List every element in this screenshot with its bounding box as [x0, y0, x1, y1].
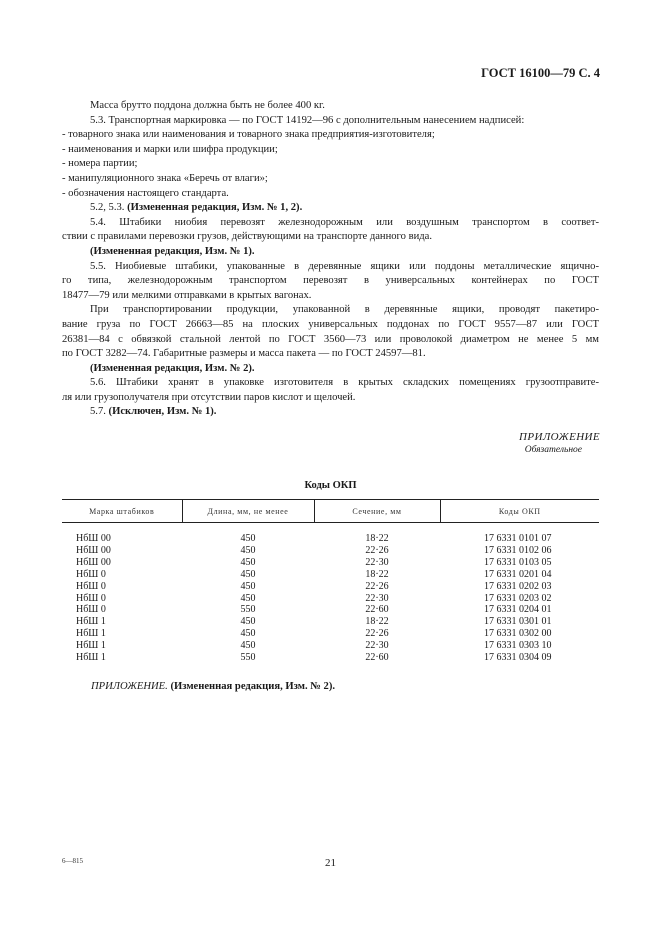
table-cell: 17 6331 0203 02 — [484, 592, 552, 604]
amendment-note-text: (Измененная редакция, Изм. № 2). — [90, 362, 255, 374]
amendment-note — [62, 245, 599, 260]
amendment-line — [62, 201, 599, 216]
table-cell: 22·26 — [365, 580, 389, 592]
table-cell: НбШ 1 — [76, 628, 106, 640]
text-line: 5.3. Транспортная маркировка — по ГОСТ 14192—96 с дополнительным нанесением надписей: — [90, 114, 525, 126]
table-cell: НбШ 0 — [76, 568, 106, 580]
table-cell: 17 6331 0302 00 — [484, 628, 552, 640]
table-cell: НбШ 0 — [76, 580, 106, 592]
table-cell: НбШ 00 — [76, 556, 111, 568]
text-line: ля или грузополучателя при отсутствии паров кислот и щелочей. — [62, 391, 356, 403]
page-header: ГОСТ 16100—79 С. 4 — [481, 66, 600, 80]
table-header-row — [62, 500, 599, 523]
table-title: Коды ОКП — [304, 480, 357, 491]
table-cell: 450 — [240, 592, 256, 604]
text-line: ствии с правилами перевозки грузов, действующими на транспорте данного вида. — [62, 231, 432, 243]
table-cell: 450 — [240, 580, 256, 592]
table-cell: НбШ 00 — [76, 544, 111, 556]
table-cell: 450 — [240, 568, 256, 580]
table-cell: НбШ 0 — [76, 592, 106, 604]
table-cell: 22·26 — [365, 544, 389, 556]
column-header: Сечение, мм — [314, 500, 440, 523]
table-cell: 18·22 — [365, 533, 389, 544]
table-cell: 17 6331 0103 05 — [484, 556, 552, 568]
table-cell: 17 6331 0102 06 — [484, 544, 552, 556]
table-row — [62, 593, 599, 605]
table-cell: 22·60 — [365, 652, 389, 664]
note-italic: ПРИЛОЖЕНИЕ. — [91, 681, 168, 692]
table-cell: НбШ 1 — [76, 652, 106, 664]
table-row — [62, 557, 599, 569]
table-cell: 17 6331 0202 03 — [484, 580, 552, 592]
table-cell: 450 — [240, 616, 256, 628]
table-cell: 17 6331 0301 01 — [484, 616, 552, 628]
note-bold: (Измененная редакция, Изм. № 2). — [167, 681, 336, 692]
document-body — [62, 99, 599, 420]
text-span: 5.2, 5.3. — [90, 202, 128, 214]
text-line: 5.6. Штабики хранят в упаковке изготовителя в крытых складских помещениях грузоотправите- — [90, 377, 599, 389]
table-cell: 18·22 — [365, 616, 389, 628]
column-header: Длина, мм, не менее — [182, 500, 314, 523]
table-row — [62, 581, 599, 593]
amendment-note-text: (Измененная редакция, Изм. № 1). — [90, 245, 255, 257]
text-line: 5.5. Ниобиевые штабики, упакованные в деревянные ящики или поддоны металлические ящично- — [90, 260, 599, 272]
column-header: Марка штабиков — [89, 506, 155, 516]
column-header: Коды ОКП — [440, 500, 599, 523]
table-cell: 450 — [240, 640, 256, 652]
table-body — [62, 523, 599, 664]
text-line: Масса брутто поддона должна быть не более 400 кг. — [90, 100, 325, 111]
appendix-title: ПРИЛОЖЕНИЕ — [519, 431, 600, 443]
table-cell: 450 — [240, 628, 256, 640]
table-cell: 550 — [240, 652, 256, 664]
appendix-subtitle: Обязательное — [524, 445, 582, 455]
text-line: го типа, железнодорожным транспортом перевозят в универсальных контейнерах по ГОСТ — [62, 275, 599, 287]
table-cell: НбШ 00 — [76, 533, 111, 544]
table-cell: 450 — [240, 533, 256, 544]
table-cell: НбШ 1 — [76, 616, 106, 628]
text-line: При транспортировании продукции, упакованной в деревянные ящики, проводят пакетиро- — [90, 304, 599, 316]
table-cell: 22·30 — [365, 592, 389, 604]
amendment-note — [62, 362, 599, 377]
text-line: вание груза по ГОСТ 26663—85 на плоских универсальных поддонах по ГОСТ 9557—87 или ГОСТ — [62, 318, 599, 330]
table-cell: 450 — [240, 556, 256, 568]
text-line: по ГОСТ 3282—74. Габаритные размеры и масса пакета — по ГОСТ 24597—81. — [62, 348, 426, 360]
amendment-note: (Измененная редакция, Изм. № 1, 2). — [127, 202, 303, 214]
table-cell: 450 — [240, 544, 256, 556]
amendment-line — [62, 405, 599, 420]
table-cell: 550 — [240, 604, 256, 616]
table-cell: 22·26 — [365, 628, 389, 640]
table-cell: НбШ 1 — [76, 640, 106, 652]
table-cell: 17 6331 0303 10 — [484, 640, 552, 652]
table-cell: 22·30 — [365, 640, 389, 652]
table-cell: 18·22 — [365, 568, 389, 580]
table-cell: 22·30 — [365, 556, 389, 568]
list-item: - обозначения настоящего стандарта. — [62, 187, 229, 199]
page-number: 21 — [325, 857, 336, 869]
appendix-heading — [519, 431, 600, 455]
table-row — [62, 604, 599, 616]
table-row — [62, 652, 599, 664]
list-item: - товарного знака или наименования и товарного знака предприятия-изготовителя; — [62, 129, 435, 141]
list-item: - номера партии; — [62, 158, 138, 170]
table-cell: 22·60 — [365, 604, 389, 616]
table-cell: 17 6331 0304 09 — [484, 652, 552, 664]
text-line: 18477—79 или мелкими отправками в крытых вагонах. — [62, 289, 312, 301]
table-row — [62, 628, 599, 640]
table-cell: НбШ 0 — [76, 604, 106, 616]
table-cell: 17 6331 0204 01 — [484, 604, 552, 616]
list-item: - наименования и марки или шифра продукции; — [62, 143, 278, 155]
table-cell: 17 6331 0101 07 — [484, 533, 552, 544]
print-code: 6—815 — [62, 857, 83, 865]
okp-codes-table — [62, 499, 599, 664]
table-cell: 17 6331 0201 04 — [484, 568, 552, 580]
amendment-note: (Исключен, Изм. № 1). — [108, 406, 217, 418]
text-line: 5.4. Штабики ниобия перевозят железнодорожным или воздушным транспортом в соответ- — [90, 216, 599, 228]
table-row — [62, 523, 599, 545]
text-line: 26381—84 с обвязкой стальной лентой по ГОСТ 3560—73 или проволокой диаметром не менее 5 мм — [62, 333, 599, 345]
table-row — [62, 545, 599, 557]
table-row — [62, 640, 599, 652]
text-span: 5.7. — [90, 406, 109, 418]
table-row — [62, 569, 599, 581]
list-item: - манипуляционного знака «Беречь от влаги»; — [62, 172, 268, 184]
table-row — [62, 616, 599, 628]
appendix-note — [91, 681, 335, 692]
